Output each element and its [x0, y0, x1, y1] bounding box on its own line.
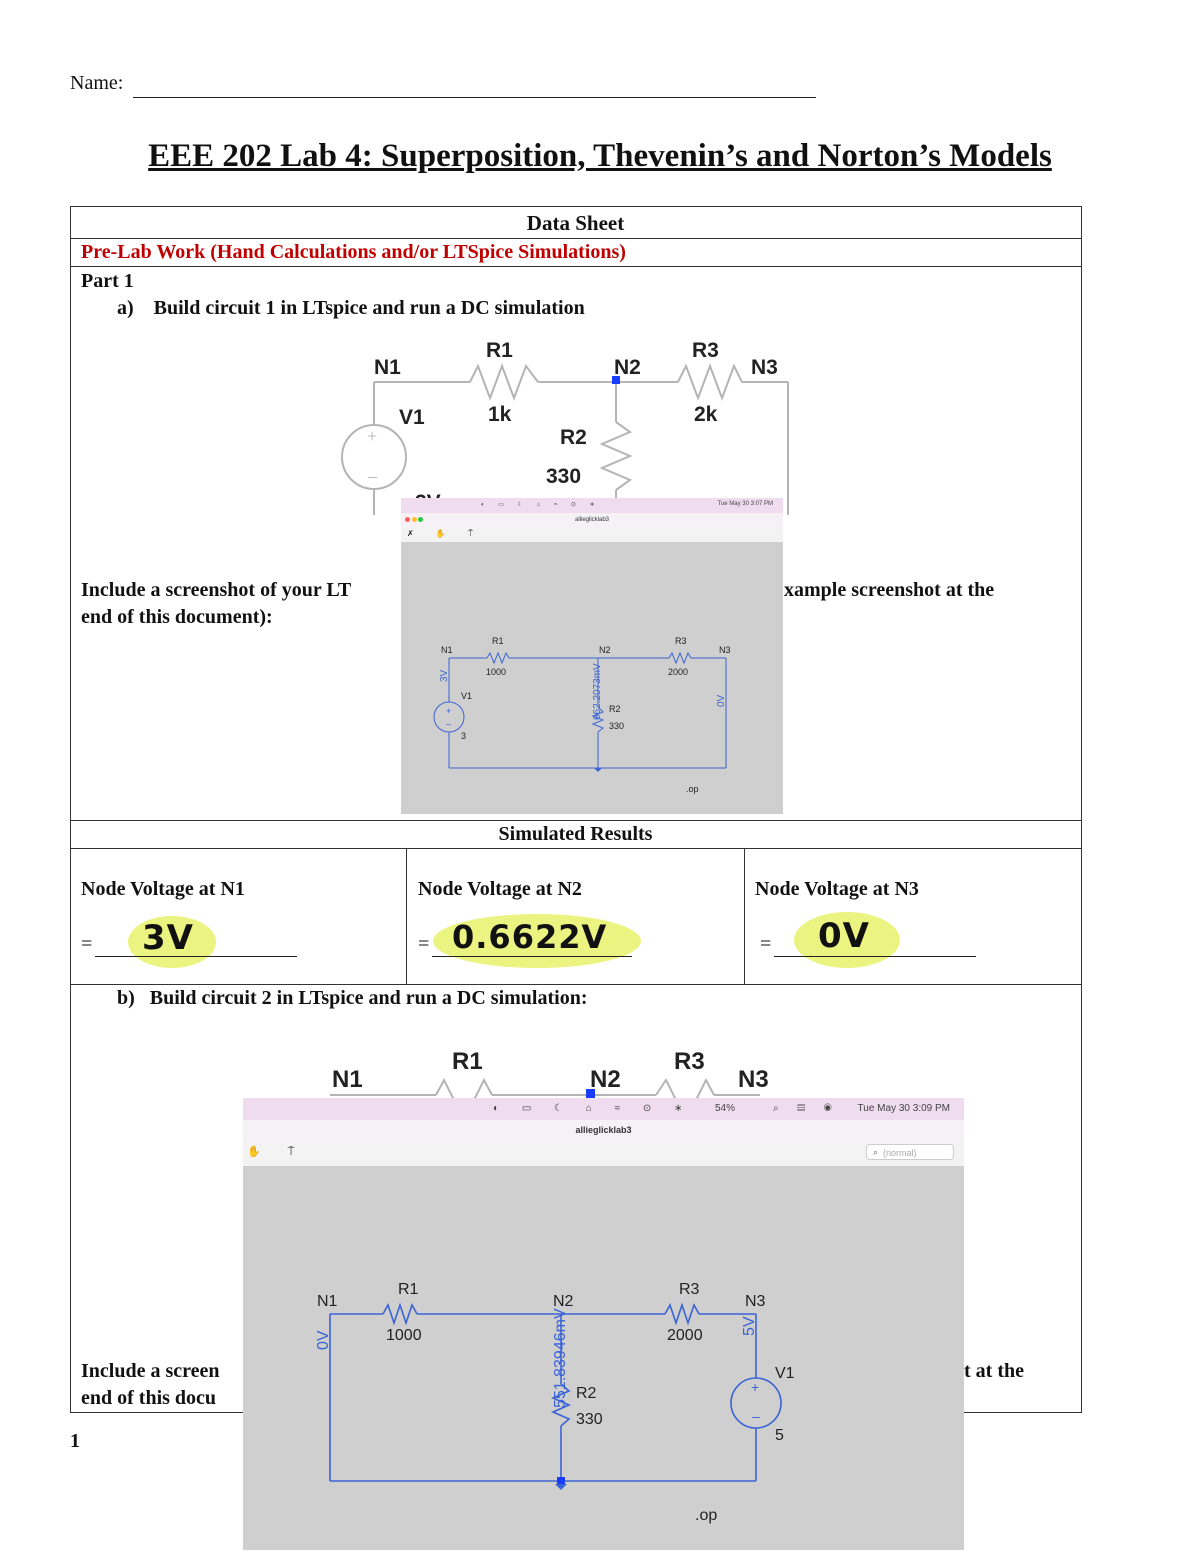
s1-r2-value: 330 — [609, 721, 625, 731]
row-divider — [70, 984, 1081, 985]
c1-r3-value: 2k — [694, 403, 718, 426]
schematic-2-canvas — [243, 1166, 964, 1550]
c1-r2-value: 330 — [546, 465, 582, 488]
c2-n1-label: N1 — [332, 1066, 363, 1093]
window-toolbar — [401, 527, 783, 542]
menu-status-icons: ◐ ▭ ☾ ⌂ ≈ ⊙ ∗ — [493, 1103, 693, 1114]
s2-v1-label: V1 — [775, 1365, 795, 1382]
s2-r3-value: 2000 — [667, 1327, 703, 1344]
s2-r2-value: 330 — [576, 1411, 603, 1428]
s1-n3-label: N3 — [719, 645, 731, 655]
ltspice-screenshot-1 — [401, 498, 783, 814]
n2-voltage-label: Node Voltage at N2 — [418, 878, 582, 900]
window-title: allieglicklab3 — [575, 1125, 632, 1135]
data-sheet-heading: Data Sheet — [526, 211, 625, 235]
c2-r1-label: R1 — [452, 1048, 483, 1075]
svg-text:+: + — [446, 706, 452, 716]
c2-n3-label: N3 — [738, 1066, 769, 1093]
s2-r1-value: 1000 — [386, 1327, 422, 1344]
menu-clock: Tue May 30 3:09 PM — [857, 1103, 950, 1114]
s2-n1-label: N1 — [317, 1293, 338, 1310]
svg-text:+: + — [367, 426, 378, 446]
search-icon: ⌕ — [872, 1147, 878, 1157]
part1a-instruction: a) Build circuit 1 in LTspice and run a DC simulation — [117, 297, 585, 319]
c1-n1-label: N1 — [374, 356, 401, 379]
c2-n2-label: N2 — [590, 1066, 621, 1093]
c2-r3-label: R3 — [674, 1048, 705, 1075]
s2-n1-voltage: 0V — [315, 1330, 332, 1350]
include-screenshot-text: Include a screenshot of your LT — [81, 579, 352, 601]
s2-n3-voltage: 5V — [741, 1316, 758, 1336]
n3-answer-line[interactable] — [774, 956, 976, 957]
c1-n3-label: N3 — [751, 356, 778, 379]
part1-heading: Part 1 — [81, 270, 134, 292]
s1-n3-voltage: 0V — [716, 694, 727, 707]
s1-r1-value: 1000 — [486, 667, 507, 677]
s1-n1-label: N1 — [441, 645, 453, 655]
window-title: allieglicklab3 — [574, 517, 610, 523]
col-divider — [744, 848, 745, 984]
row-divider — [70, 238, 1081, 239]
s1-r3-label: R3 — [675, 636, 687, 646]
menu-status-icons: ◐ ▭ ☾ ⌂ ≈ ⊙ ∗ — [481, 502, 601, 508]
svg-text:+: + — [751, 1379, 760, 1395]
n2-answer: 0.6622V — [452, 918, 608, 956]
s2-r2-label: R2 — [576, 1385, 597, 1402]
n1-voltage-label: Node Voltage at N1 — [81, 878, 245, 900]
window-toolbar — [243, 1140, 964, 1166]
n1-equals: = — [81, 933, 93, 955]
ltspice-screenshot-2 — [243, 1098, 964, 1550]
svg-text:–: – — [368, 466, 377, 486]
n2-equals: = — [418, 933, 430, 955]
c1-r3-label: R3 — [692, 339, 719, 362]
menu-clock: Tue May 30 3:07 PM — [717, 501, 773, 507]
part1b-instruction: b) Build circuit 2 in LTspice and run a DC simulation: — [117, 987, 588, 1009]
include2-text: Include a screen — [81, 1360, 220, 1382]
s2-op-directive: .op — [695, 1507, 718, 1524]
s1-r1-label: R1 — [492, 636, 504, 646]
svg-text:–: – — [752, 1408, 760, 1424]
mac-menu-bar — [401, 498, 783, 513]
mac-menu-bar — [243, 1098, 964, 1120]
row-divider — [70, 848, 1081, 849]
window-titlebar — [243, 1120, 964, 1140]
n3-answer: 0V — [818, 916, 870, 956]
circuit1-schematic — [330, 330, 800, 515]
col-divider — [406, 848, 407, 984]
s1-v1-value: 3 — [461, 731, 467, 741]
s1-v1-label: V1 — [461, 691, 473, 701]
name-label: Name: — [70, 72, 124, 94]
page-title: EEE 202 Lab 4: Superposition, Thevenin’s and Norton’s Models — [148, 138, 1052, 174]
n2-answer-line[interactable] — [432, 956, 632, 957]
s1-r3-value: 2000 — [668, 667, 689, 677]
c1-v1-label: V1 — [399, 406, 425, 429]
s2-v1-value: 5 — [775, 1427, 784, 1444]
c1-r1-label: R1 — [486, 339, 513, 362]
n3-voltage-label: Node Voltage at N3 — [755, 878, 919, 900]
s2-r1-label: R1 — [398, 1281, 419, 1298]
include2-text-end: end of this docu — [81, 1387, 217, 1409]
s2-r3-label: R3 — [679, 1281, 700, 1298]
search-input[interactable]: (normal) — [866, 1144, 954, 1160]
s1-n2-voltage: 662.2073mV — [592, 663, 603, 720]
svg-text:–: – — [446, 719, 452, 729]
s2-n2-voltage: 551.83946mV — [552, 1308, 569, 1408]
name-field[interactable] — [133, 97, 816, 98]
schematic-1-canvas — [401, 542, 783, 814]
s2-n2-label: N2 — [553, 1293, 574, 1310]
menu-extra-icons: ⌕ ▤ ◉ — [773, 1103, 840, 1114]
window-titlebar — [401, 513, 783, 527]
circuit2-schematic — [320, 1040, 790, 1100]
c1-r1-value: 1k — [488, 403, 512, 426]
include-screenshot-text-end: end of this document): — [81, 606, 273, 628]
n3-equals: = — [760, 933, 772, 955]
s1-op-directive: .op — [686, 784, 699, 794]
row-divider — [70, 820, 1081, 821]
c1-r2-label: R2 — [560, 426, 587, 449]
s2-n3-label: N3 — [745, 1293, 766, 1310]
row-divider — [70, 266, 1081, 267]
toolbar-icons[interactable]: ✗ ✋ ⍑ — [407, 529, 483, 538]
s1-r2-label: R2 — [609, 704, 621, 714]
s1-n2-label: N2 — [599, 645, 611, 655]
include2-text-right: t at the — [964, 1360, 1024, 1382]
c1-n2-label: N2 — [614, 356, 641, 379]
include-screenshot-text-right: xample screenshot at the — [784, 579, 995, 601]
n1-answer-line[interactable] — [95, 956, 297, 957]
toolbar-icons[interactable]: ✋ ⍑ — [247, 1146, 307, 1158]
page-number: 1 — [70, 1430, 80, 1452]
simulated-results-heading: Simulated Results — [498, 823, 653, 845]
n1-answer: 3V — [142, 918, 194, 958]
menu-battery: 54% — [715, 1103, 736, 1114]
prelab-heading: Pre-Lab Work (Hand Calculations and/or LTSpice Simulations) — [81, 241, 626, 263]
s1-n1-voltage: 3V — [439, 669, 450, 682]
